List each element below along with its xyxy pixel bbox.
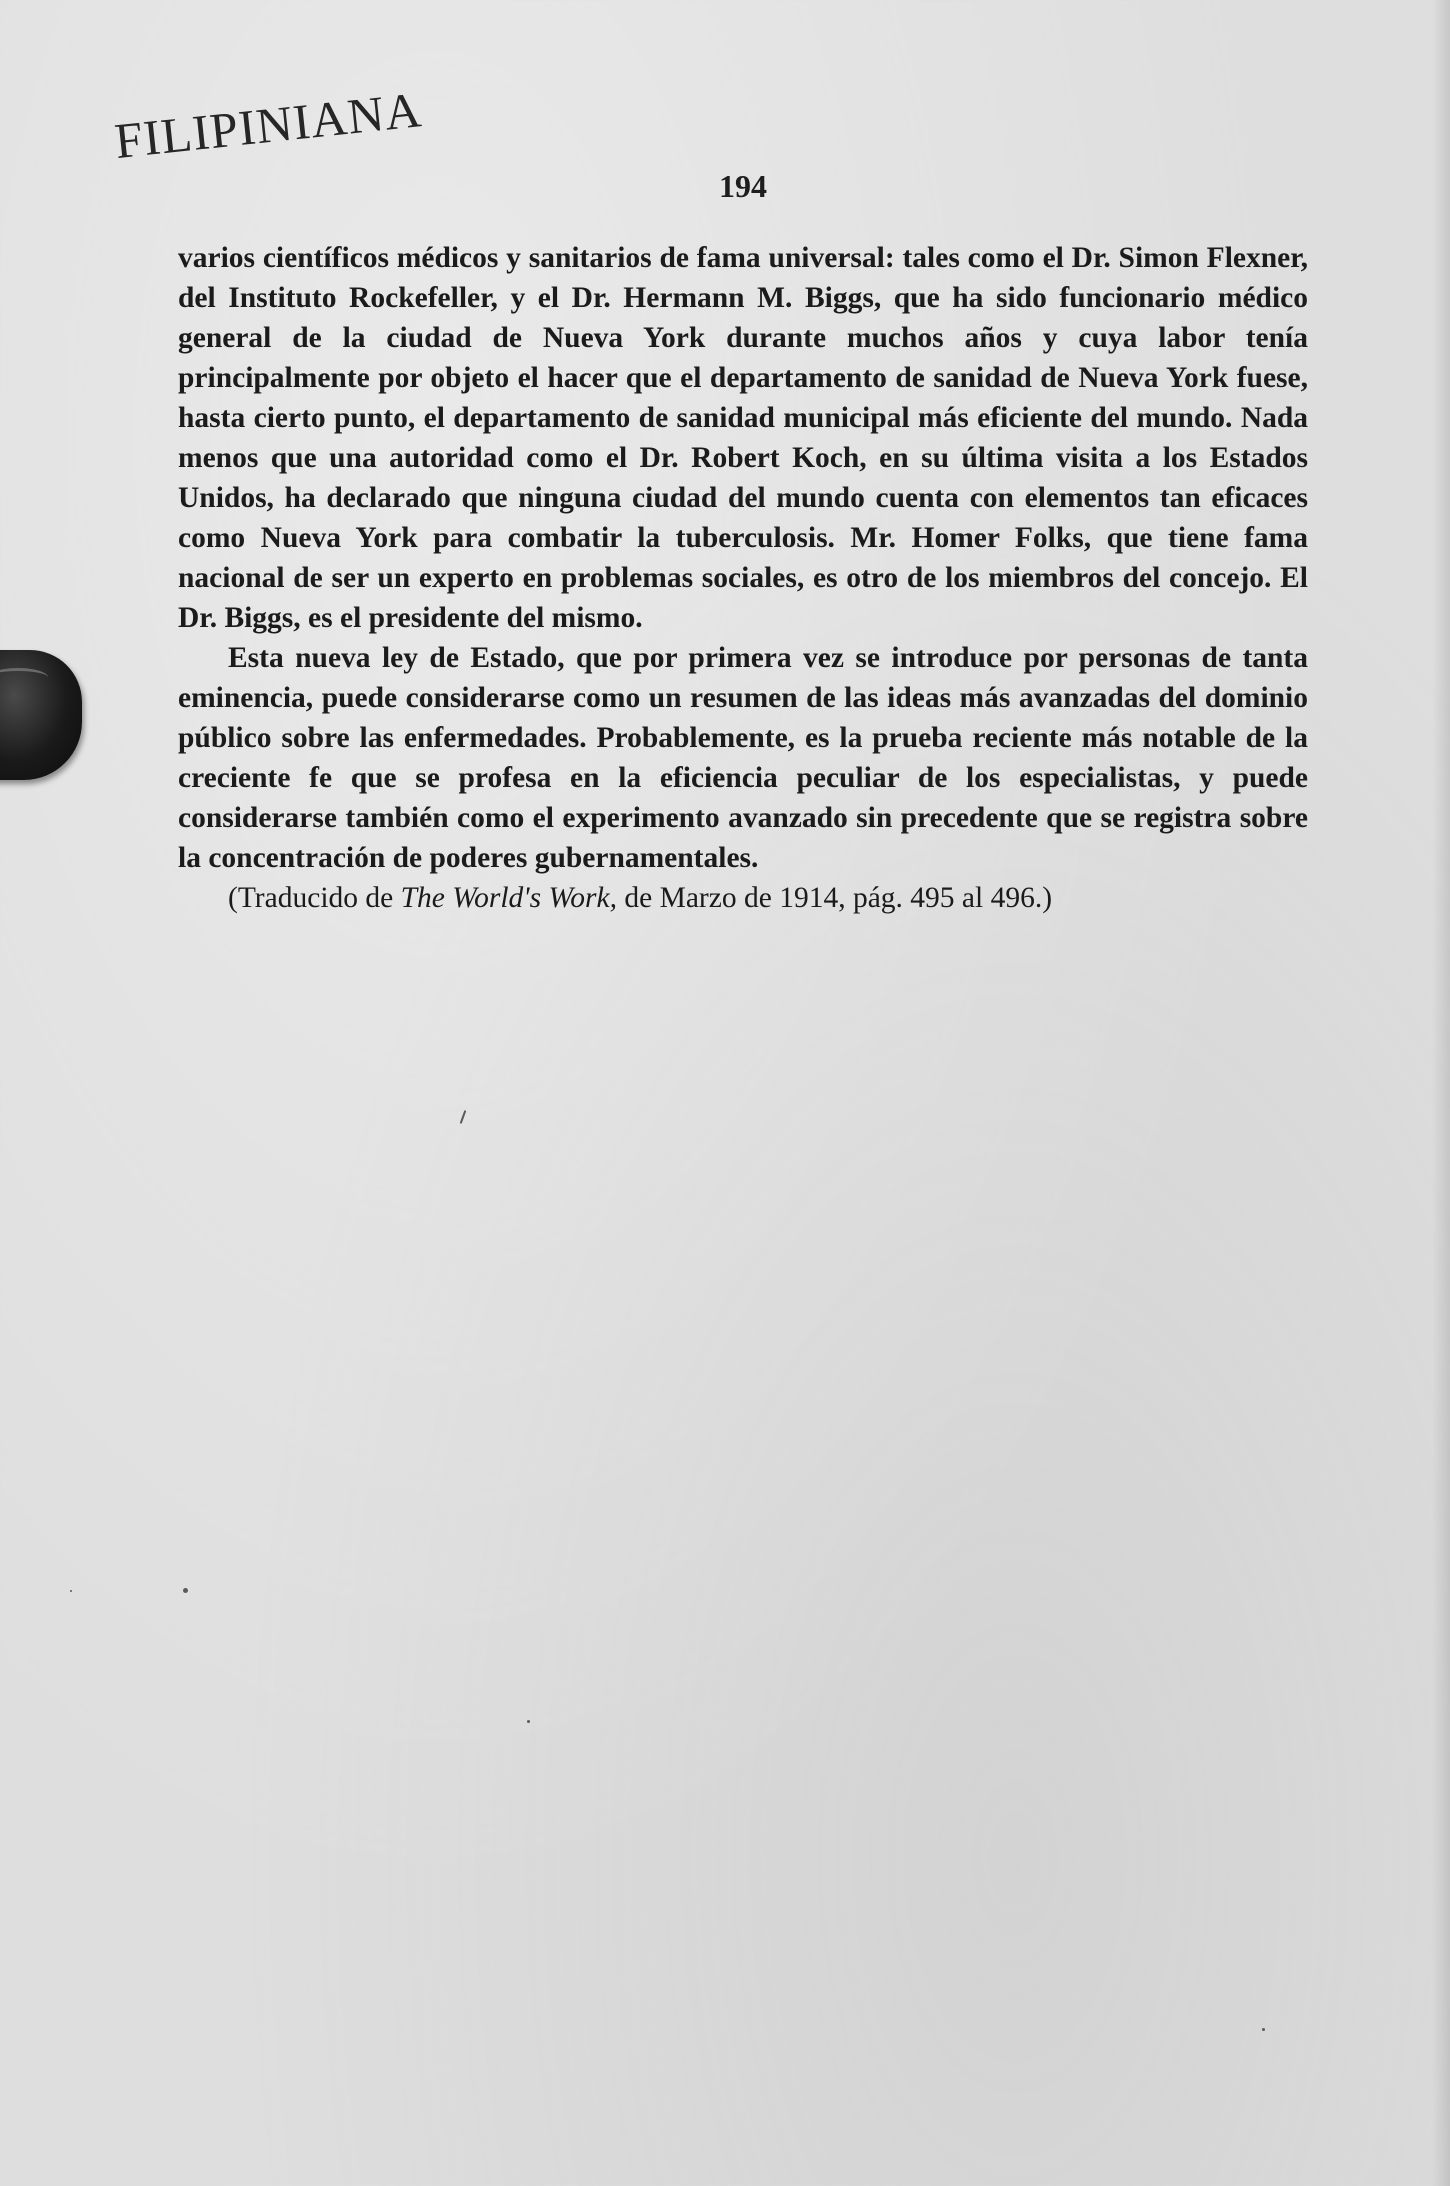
paper-speck — [527, 1720, 530, 1723]
page-number: 194 — [719, 168, 767, 204]
citation-prefix: (Traducido de — [228, 882, 401, 914]
paper-speck — [183, 1588, 188, 1593]
filipiniana-stamp: FILIPINIANA — [112, 81, 425, 170]
citation-work-title: The World's Work, — [400, 882, 618, 914]
paragraph-2: Esta nueva ley de Estado, que por primera vez se introduce por personas de tanta eminencia, puede considerarse como un resumen de las ideas más avanzadas del dominio público sobre las enfermedades. Probablemente, es la prueba reciente más notable de la creciente fe que se profesa en la eficiencia peculiar de los especialistas, y puede considerarse también como el experimento avanzado sin precedente que se registra sobre la concentración de poderes gubernamentales. — [178, 642, 1308, 874]
binder-clip — [0, 650, 82, 780]
binder-clip-highlight — [0, 668, 48, 687]
source-citation — [178, 878, 1308, 918]
body-text — [178, 238, 1308, 918]
paper-speck — [70, 1590, 72, 1592]
citation-suffix: de Marzo de 1914, pág. 495 al 496.) — [617, 882, 1053, 914]
page-edge-shadow — [1432, 0, 1450, 2186]
paper-speck — [460, 1110, 467, 1124]
paragraph-1: varios científicos médicos y sanitarios de fama universal: tales como el Dr. Simon Flexner, del Instituto Rockefeller, y el Dr. Hermann M. Biggs, que ha sido funcionario médico general de la ciudad de Nueva York durante muchos años y cuya labor tenía principalmente por objeto el hacer que el departamento de sanidad de Nueva York fuese, hasta cierto punto, el departamento de sanidad municipal más eficiente del mundo. Nada menos que una autoridad como el Dr. Robert Koch, en su última visita a los Estados Unidos, ha declarado que ninguna ciudad del mundo cuenta con elementos tan eficaces como Nueva York para combatir la tuberculosis. Mr. Homer Folks, que tiene fama nacional de ser un experto en problemas sociales, es otro de los miembros del concejo. El Dr. Biggs, es el presidente del mismo. — [178, 242, 1308, 634]
paper-speck — [1262, 2028, 1265, 2031]
